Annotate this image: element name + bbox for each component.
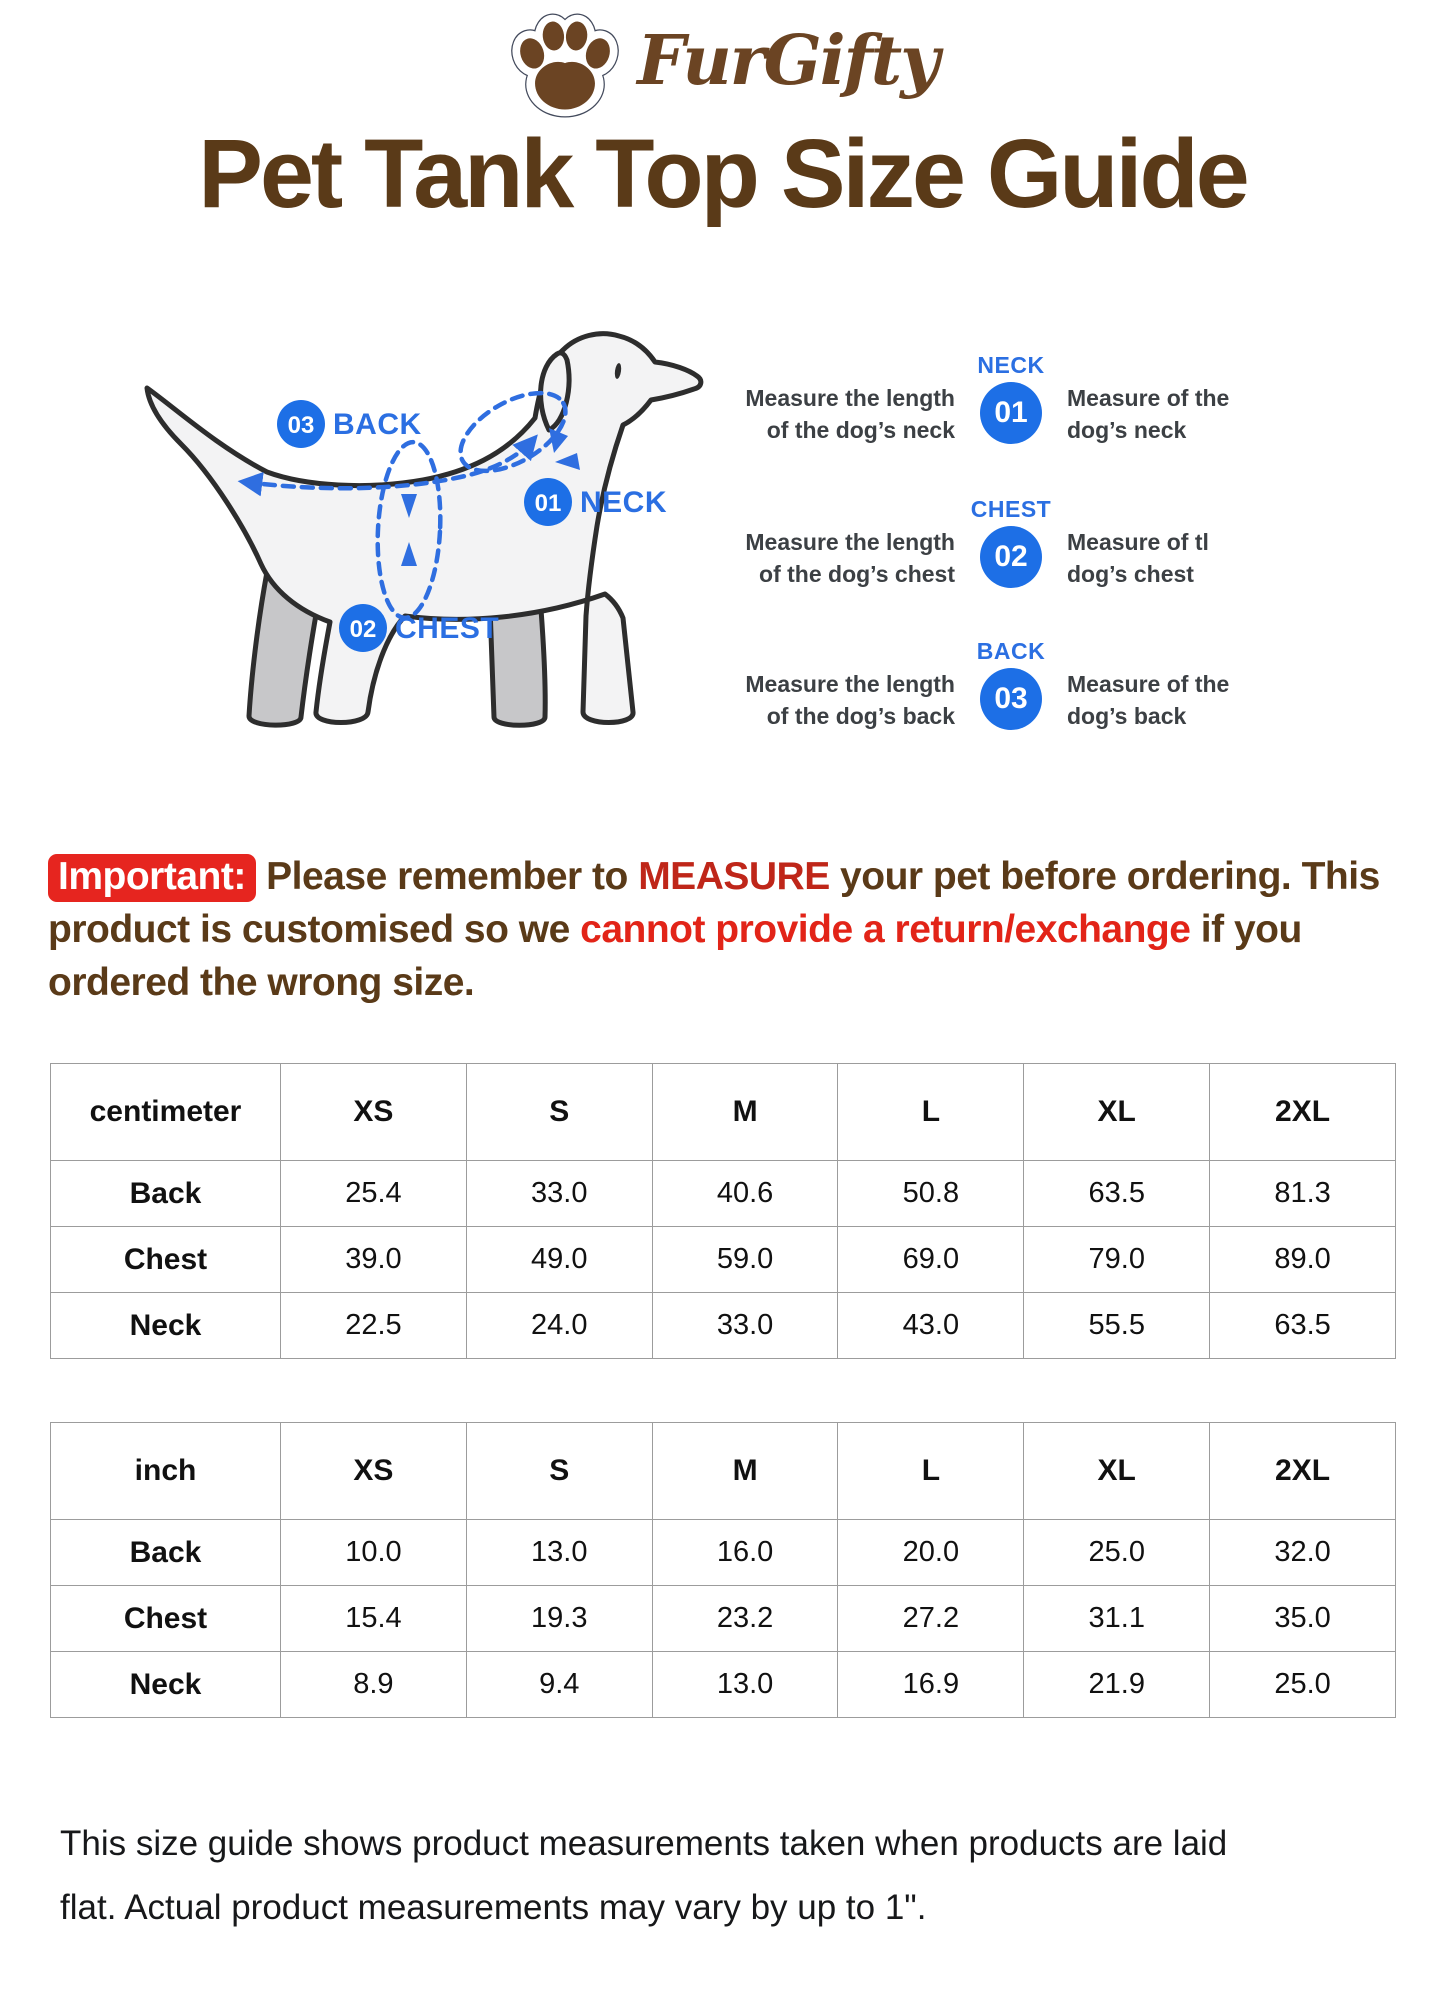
cell-value: 8.9 [281,1652,467,1718]
cell-value: 9.4 [466,1652,652,1718]
size-header: M [652,1423,838,1520]
diagram-chest-number: 02 [349,616,377,643]
table-row-back [51,1520,1396,1586]
cell-value: 19.3 [466,1586,652,1652]
size-header: 2XL [1210,1423,1396,1520]
cell-value: 50.8 [838,1161,1024,1227]
measure-instruction-neck [720,352,1300,446]
table-row-neck [51,1652,1396,1718]
cell-value: 35.0 [1210,1586,1396,1652]
instruction-right-text: Measure of tl dog’s chest [1067,529,1209,587]
unit-header: inch [51,1423,281,1520]
cell-value: 63.5 [1210,1293,1396,1359]
footer-line-2: flat. Actual product measurements may vary by up to 1". [60,1888,927,1927]
important-notice [48,850,1412,1009]
instruction-left-text: Measure the length of the dog’s neck [745,385,955,443]
diagram-label-chest [339,604,499,652]
size-header: L [838,1064,1024,1161]
table-row-back [51,1161,1396,1227]
size-table-centimeter [50,1063,1396,1359]
cell-value: 16.0 [652,1520,838,1586]
instruction-right-text: Measure of the dog’s back [1067,671,1230,729]
cell-value: 55.5 [1024,1293,1210,1359]
diagram-neck-number: 01 [534,490,562,517]
diagram-label-back [277,400,422,448]
brand-name: FurGifty [637,21,938,101]
diagram-back-label: BACK [333,408,422,441]
measure-instruction-back [720,638,1300,732]
row-label: Back [51,1520,281,1586]
cell-value: 24.0 [466,1293,652,1359]
cell-value: 10.0 [281,1520,467,1586]
notice-text: your pet before ordering. This product is customised so we [48,855,1380,951]
cell-value: 49.0 [466,1227,652,1293]
step-number-badge: 02 [980,526,1042,588]
size-table-inch [50,1422,1396,1718]
size-header: 2XL [1210,1064,1396,1161]
diagram-neck-label: NECK [580,486,668,519]
cell-value: 33.0 [466,1161,652,1227]
table-header-row [51,1064,1396,1161]
dog-measurement-diagram [105,276,770,776]
diagram-back-number: 03 [287,412,315,439]
cell-value: 32.0 [1210,1520,1396,1586]
size-header: XS [281,1423,467,1520]
cell-value: 59.0 [652,1227,838,1293]
cell-value: 13.0 [466,1520,652,1586]
size-header: XS [281,1064,467,1161]
step-number-badge: 03 [980,668,1042,730]
diagram-label-neck [524,478,667,526]
footer-note [60,1812,1227,1940]
row-label: Chest [51,1586,281,1652]
measure-instruction-chest [720,496,1300,590]
notice-text: if you ordered the wrong size. [48,908,1302,1004]
table-row-chest [51,1586,1396,1652]
cell-value: 16.9 [838,1652,1024,1718]
size-header: S [466,1423,652,1520]
size-header: XL [1024,1064,1210,1161]
notice-text: Please remember to [255,855,639,898]
table-row-neck [51,1293,1396,1359]
cell-value: 79.0 [1024,1227,1210,1293]
cell-value: 13.0 [652,1652,838,1718]
table-header-row [51,1423,1396,1520]
cell-value: 22.5 [281,1293,467,1359]
footer-line-1: This size guide shows product measurements taken when products are laid [60,1824,1228,1863]
instruction-tag: CHEST [970,496,1052,522]
cell-value: 25.4 [281,1161,467,1227]
size-header: M [652,1064,838,1161]
cell-value: 21.9 [1024,1652,1210,1718]
size-header: S [466,1064,652,1161]
cell-value: 25.0 [1210,1652,1396,1718]
row-label: Neck [51,1293,281,1359]
cell-value: 20.0 [838,1520,1024,1586]
table-row-chest [51,1227,1396,1293]
step-number-badge: 01 [980,382,1042,444]
row-label: Neck [51,1652,281,1718]
page-title: Pet Tank Top Size Guide [198,119,1247,228]
instruction-left-text: Measure the length of the dog’s back [745,671,955,729]
instruction-chip [965,352,1057,444]
instruction-tag: BACK [976,638,1046,664]
instruction-tag: NECK [977,352,1045,378]
row-label: Chest [51,1227,281,1293]
instruction-chip [965,638,1057,730]
notice-no-return-highlight: cannot provide a return/exchange [580,908,1191,951]
cell-value: 81.3 [1210,1161,1396,1227]
cell-value: 40.6 [652,1161,838,1227]
paw-icon [507,10,623,120]
measurement-diagram-section [0,268,1445,783]
row-label: Back [51,1161,281,1227]
size-header: L [838,1423,1024,1520]
notice-measure-highlight: MEASURE [638,855,830,898]
instruction-left-text: Measure the length of the dog’s chest [745,529,955,587]
cell-value: 63.5 [1024,1161,1210,1227]
cell-value: 25.0 [1024,1520,1210,1586]
important-badge: Important: [48,854,256,902]
cell-value: 23.2 [652,1586,838,1652]
cell-value: 89.0 [1210,1227,1396,1293]
cell-value: 33.0 [652,1293,838,1359]
instruction-right-text: Measure of the dog’s neck [1067,385,1230,443]
cell-value: 39.0 [281,1227,467,1293]
instruction-chip [965,496,1057,588]
cell-value: 69.0 [838,1227,1024,1293]
cell-value: 15.4 [281,1586,467,1652]
size-header: XL [1024,1423,1210,1520]
unit-header: centimeter [51,1064,281,1161]
cell-value: 43.0 [838,1293,1024,1359]
cell-value: 27.2 [838,1586,1024,1652]
diagram-chest-label: CHEST [395,612,500,645]
dog-body [147,334,701,723]
cell-value: 31.1 [1024,1586,1210,1652]
logo [0,10,1445,120]
